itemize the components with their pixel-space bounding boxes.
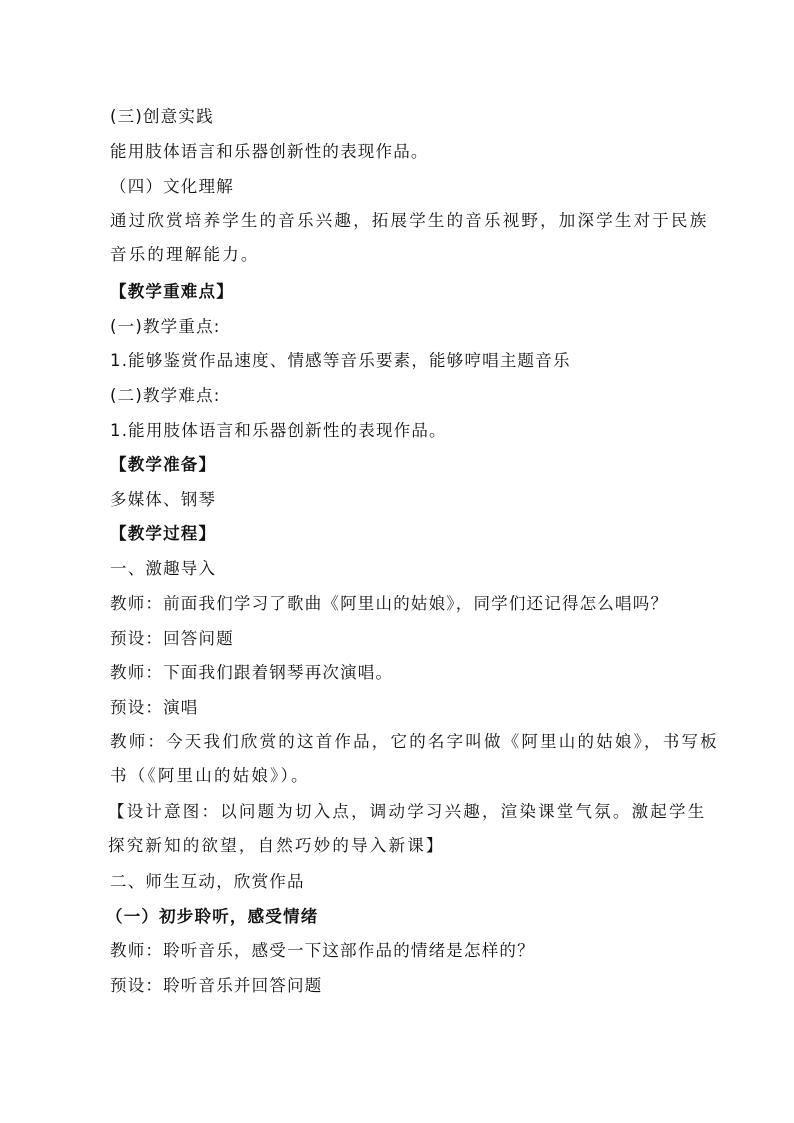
design-intent-paragraph: 【设计意图：以问题为切入点，调动学习兴趣，渲染课堂气氛。激起学生探究新知的欲望，自然巧妙的导入新课】 [108,802,707,855]
subheading-first-listen: （一）初步聆听，感受情绪 [106,907,319,926]
subheading-interaction: 二、师生互动，欣赏作品 [110,872,305,891]
section-heading-cultural-understanding: （四）文化理解 [110,177,234,196]
paragraph-line: 多媒体、钢琴 [110,490,217,509]
subheading-intro: 一、激趣导入 [110,559,217,578]
section-heading-key-difficult-points: 【教学重难点】 [110,282,234,301]
paragraph-line: 教师：前面我们学习了歌曲《阿里山的姑娘》，同学们还记得怎么唱吗？ [110,594,669,613]
paragraph-multiline: 通过欣赏培养学生的音乐兴趣，拓展学生的音乐视野，加深学生对于民族音乐的理解能力。 [110,211,709,264]
paragraph-line: 预设：回答问题 [110,629,234,648]
paragraph-line: 教师：下面我们跟着钢琴再次演唱。 [110,663,394,682]
paragraph-line: 预设：聆听音乐并回答问题 [110,976,323,995]
paragraph-line: 预设：演唱 [110,698,199,717]
section-heading-process: 【教学过程】 [110,524,217,543]
section-heading-preparation: 【教学准备】 [110,455,217,474]
subheading-key-points: (一)教学重点: [110,317,221,336]
section-heading-creative-practice: (三)创意实践 [110,107,214,126]
paragraph-line: 能用肢体语言和乐器创新性的表现作品。 [110,142,429,161]
list-item: 1.能够鉴赏作品速度、情感等音乐要素，能够哼唱主题音乐 [110,351,571,370]
subheading-difficult-points: (二)教学难点: [110,386,221,405]
paragraph-line: 教师：聆听音乐，感受一下这部作品的情绪是怎样的？ [110,941,535,960]
list-item: 1.能用肢体语言和乐器创新性的表现作品。 [110,421,447,440]
paragraph-multiline: 教师：今天我们欣赏的这首作品，它的名字叫做《阿里山的姑娘》，书写板书（《阿里山的姑娘》）。 [110,732,719,785]
